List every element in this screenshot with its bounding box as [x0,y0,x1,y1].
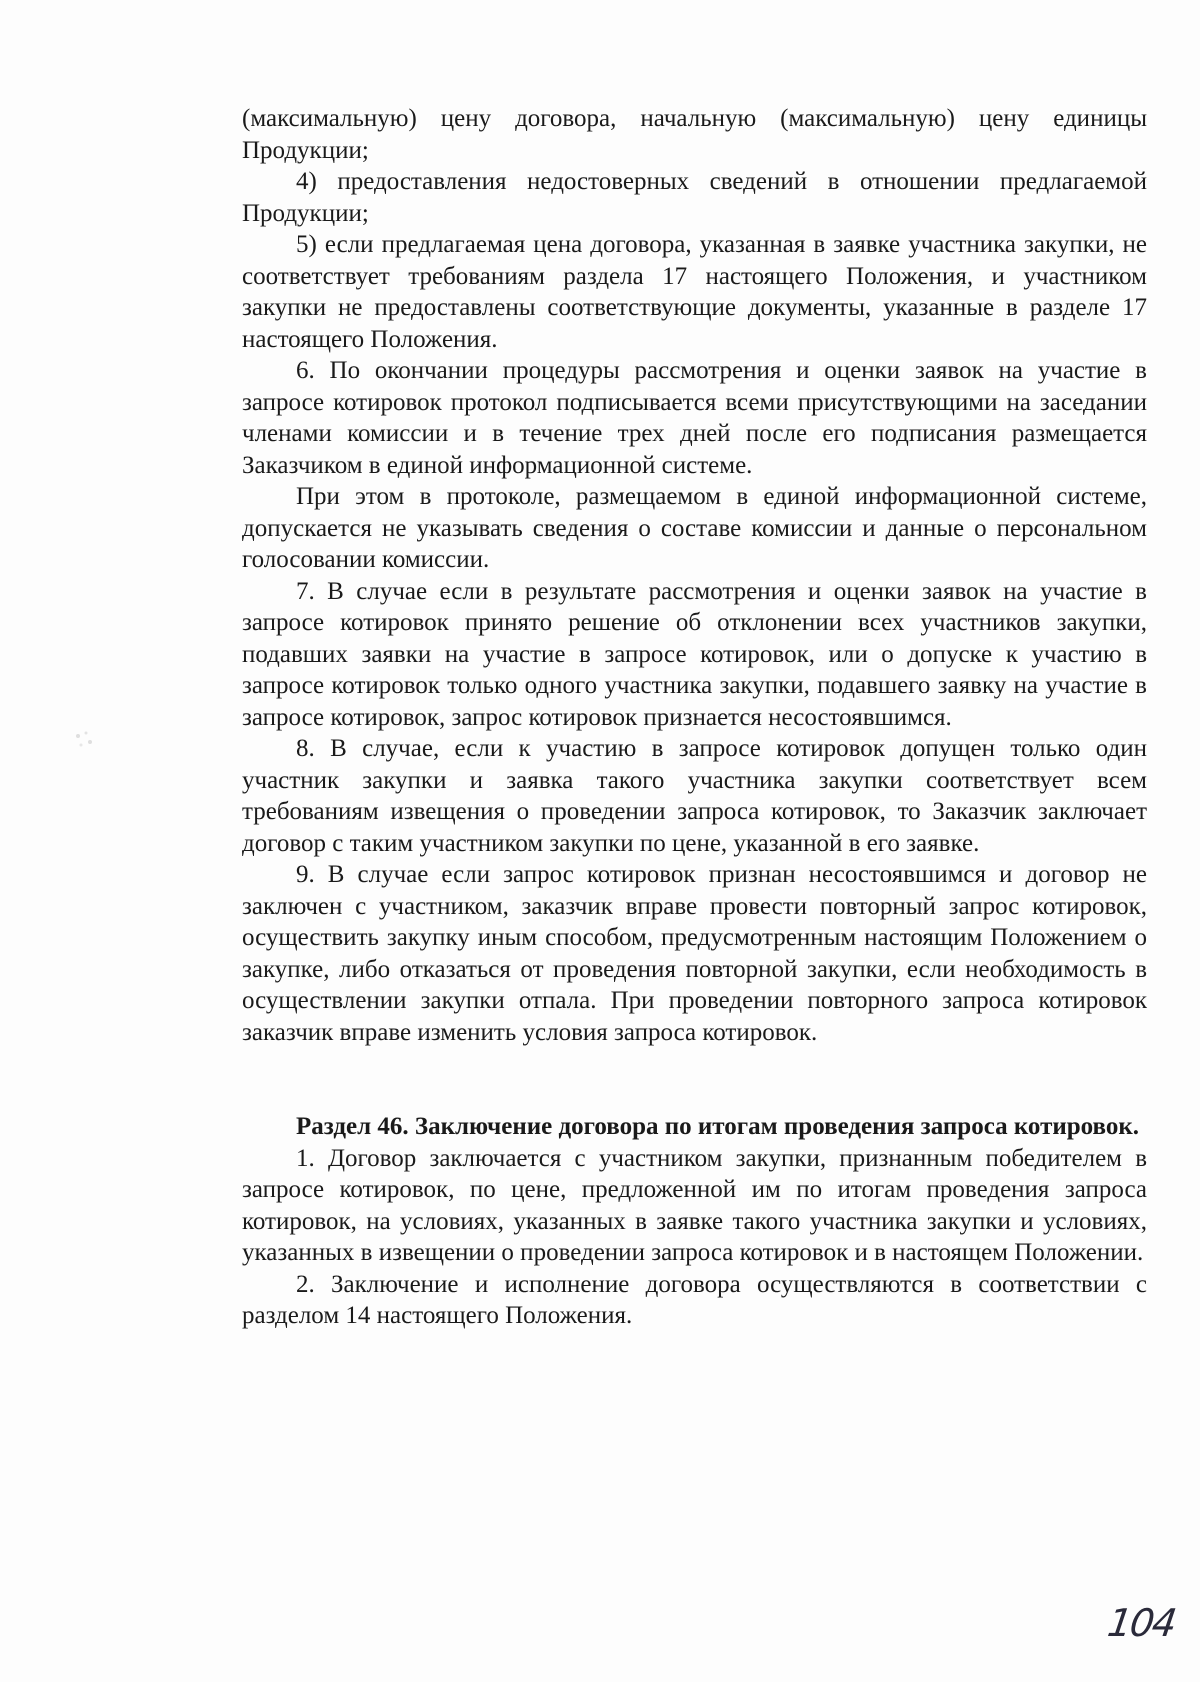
section-paragraph-2: 2. Заключение и исполнение договора осуществляются в соответствии с разделом 14 настоящего Положения. [242,1270,1147,1329]
scan-artifact-icon [72,728,98,750]
paragraph-0: (максимальную) цену договора, начальную (максимальную) цену единицы Продукции; [242,105,1147,164]
section-spacer [242,1048,1147,1111]
paragraph-5: 7. В случае если в результате рассмотрения и оценки заявок на участие в запросе котировок принято решение об отклонении всех участников закупки, подавших заявки на участие в запросе котировок, или о допуске к участию в запросе котировок только одного участника закупки, подавшего заявку на участие в запросе котировок, запрос котировок признается несостоявшимся. [242,577,1147,731]
section-title: Раздел 46. Заключение договора по итогам проведения запроса котировок. [296,1113,1140,1140]
section-paragraph-1: 1. Договор заключается с участником закупки, признанным победителем в запросе котировок, по цене, предложенной им по итогам проведения запроса котировок, на условиях, указанных в заявке такого участника закупки и условиях, указанных в извещении о проведении запроса котировок и в настоящем Положении. [242,1144,1147,1266]
paragraph-3: 6. По окончании процедуры рассмотрения и оценки заявок на участие в запросе котировок протокол подписывается всеми присутствующими на заседании членами комиссии и в течение трех дней после его подписания размещается Заказчиком в единой информационной системе. [242,357,1147,479]
page-number: 104 [1104,1601,1178,1645]
paragraph-7: 9. В случае если запрос котировок признан несостоявшимся и договор не заключен с участником, заказчик вправе провести повторный запрос котировок, осуществить закупку иным способом, предусмотренным настоящим Положением о закупке, либо отказаться от проведения повторной закупки, если необходимость в осуществлении закупки отпала. При проведении повторного запроса котировок заказчик вправе изменить условия запроса котировок. [242,861,1147,1046]
paragraph-2: 5) если предлагаемая цена договора, указанная в заявке участника закупки, не соответствует требованиям раздела 17 настоящего Положения, и участником закупки не предоставлены соответствующие документы, указанные в разделе 17 настоящего Положения. [242,231,1147,353]
paragraph-4: При этом в протоколе, размещаемом в единой информационной системе, допускается не указывать сведения о составе комиссии и данные о персональном голосовании комиссии. [242,483,1147,573]
paragraph-6: 8. В случае, если к участию в запросе котировок допущен только один участник закупки и заявка такого участника закупки соответствует всем требованиям извещения о проведении запроса котировок, то Заказчик заключает договор с таким участником закупки по цене, указанной в его заявке. [242,735,1147,857]
document-body [242,103,1147,1332]
paragraph-1: 4) предоставления недостоверных сведений в отношении предлагаемой Продукции; [242,168,1147,227]
